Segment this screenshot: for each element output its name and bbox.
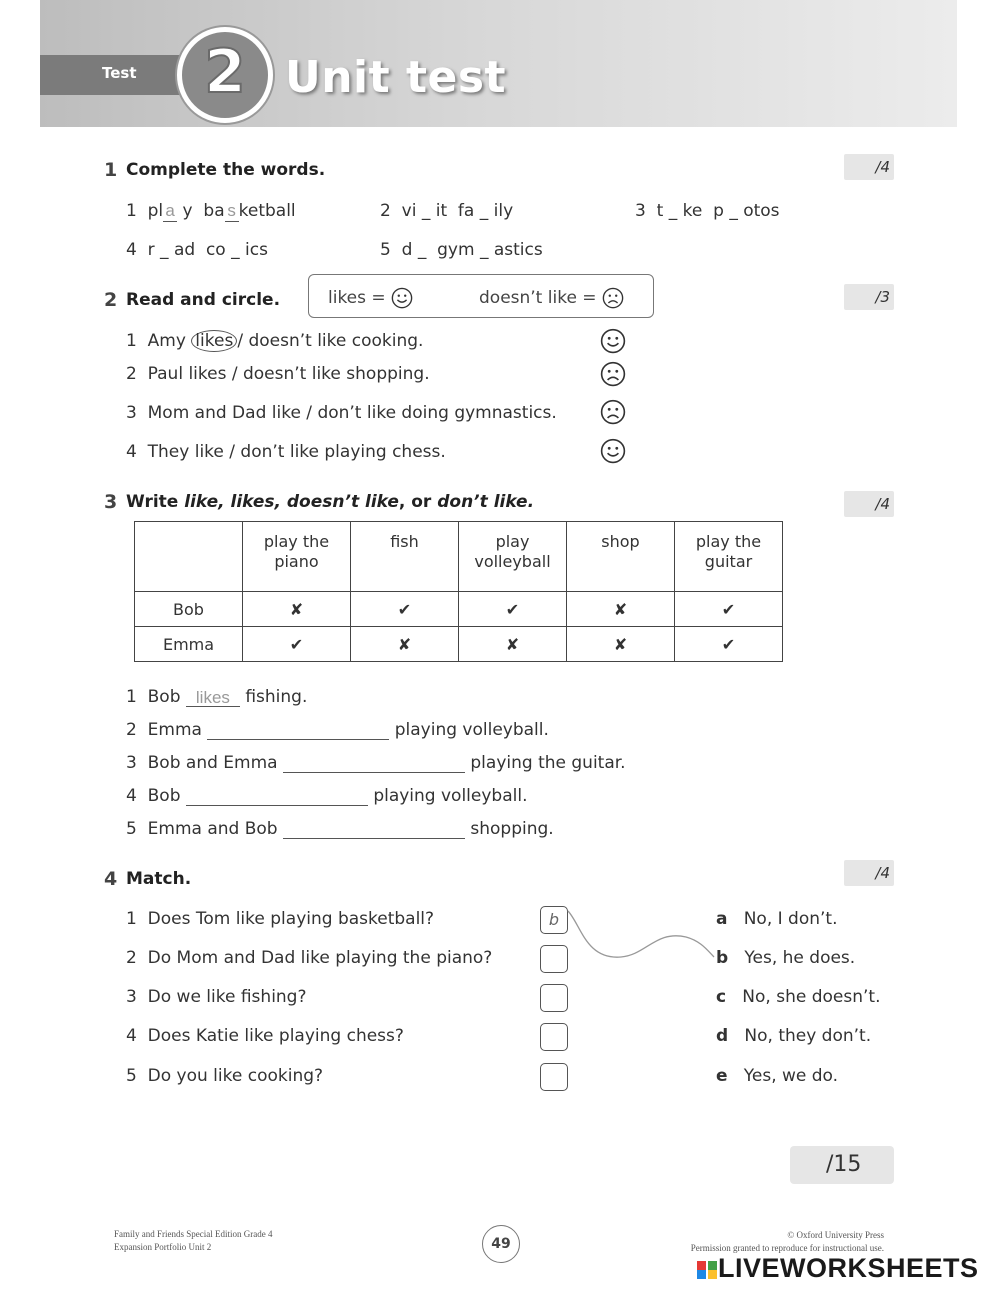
s3-sentence-5-blank[interactable] [283, 820, 465, 839]
s4-answer-box-4[interactable] [540, 1023, 568, 1051]
s3-sentence-4-blank[interactable] [186, 787, 368, 806]
s1-item-1-answer-a[interactable]: a [163, 201, 177, 222]
s3-sentence-4: 4 Bob playing volleyball. [126, 786, 528, 806]
section-3-number: 3 [104, 491, 118, 513]
table-row [135, 592, 783, 627]
table-header-cell: play the piano [243, 522, 351, 592]
s4-answer-d: d No, they don’t. [716, 1026, 872, 1046]
table-row-name: Emma [135, 627, 243, 662]
s4-question-3: 3 Do we like fishing? [126, 987, 307, 1007]
section-1-title: Complete the words. [126, 160, 326, 180]
section-2-score: /3 [844, 284, 894, 310]
s2-item-4-smile-icon [600, 438, 626, 464]
s1-item-5[interactable]: 5 d _ gym _ astics [380, 240, 543, 260]
s3-sentence-3: 3 Bob and Emma playing the guitar. [126, 753, 626, 773]
unit-number: 2 [204, 37, 246, 107]
footer-book-title: Family and Friends Special Edition Grade 4 [114, 1229, 273, 1239]
s1-item-2[interactable]: 2 vi _ it fa _ ily [380, 201, 514, 221]
liveworksheets-squares-icon [696, 1261, 718, 1279]
s4-question-5: 5 Do you like cooking? [126, 1066, 324, 1086]
table-header-cell: fish [351, 522, 459, 592]
s3-sentence-2: 2 Emma playing volleyball. [126, 720, 549, 740]
s1-item-1: 1 pl a y ba s ketball [126, 201, 296, 221]
s4-answer-box-1[interactable]: b [540, 906, 568, 934]
table-row [135, 627, 783, 662]
section-1-score: /4 [844, 154, 894, 180]
table-header-cell [135, 522, 243, 592]
s4-question-1: 1 Does Tom like playing basketball? [126, 909, 435, 929]
frown-face-icon [602, 287, 624, 309]
s4-answer-b: b Yes, he does. [716, 948, 856, 968]
s2-item-4[interactable]: 4 They like / don’t like playing chess. [126, 442, 446, 462]
s1-item-3[interactable]: 3 t _ ke p _ otos [635, 201, 780, 221]
page-title: Unit test [285, 52, 507, 103]
s2-item-1: 1 Amy likes / doesn’t like cooking. [126, 331, 424, 351]
table-mark: ✔ [351, 592, 459, 627]
table-mark: ✔ [243, 627, 351, 662]
s4-answer-a: a No, I don’t. [716, 909, 838, 929]
s2-item-2[interactable]: 2 Paul likes / doesn’t like shopping. [126, 364, 430, 384]
section-2-title: Read and circle. [126, 290, 281, 310]
table-mark: ✔ [675, 627, 783, 662]
table-header-cell: shop [567, 522, 675, 592]
s4-question-4: 4 Does Katie like playing chess? [126, 1026, 404, 1046]
smile-face-icon [391, 287, 413, 309]
table-mark: ✘ [351, 627, 459, 662]
s4-answer-box-2[interactable] [540, 945, 568, 973]
table-row-name: Bob [135, 592, 243, 627]
total-score: /15 [790, 1146, 894, 1184]
s2-item-3[interactable]: 3 Mom and Dad like / don’t like doing gymnastics. [126, 403, 557, 423]
s1-item-1-answer-s[interactable]: s [225, 201, 239, 222]
s4-answer-box-3[interactable] [540, 984, 568, 1012]
key-doesnt-like: doesn’t like = [479, 287, 624, 309]
table-mark: ✘ [459, 627, 567, 662]
s3-sentence-1-answer[interactable]: likes [186, 688, 240, 707]
s4-answer-e: e Yes, we do. [716, 1066, 839, 1086]
match-line [566, 905, 716, 965]
table-header-cell: play the guitar [675, 522, 783, 592]
s3-sentence-5: 5 Emma and Bob shopping. [126, 819, 554, 839]
table-header-row [135, 522, 783, 592]
s3-sentence-1: 1 Bob likes fishing. [126, 687, 308, 707]
s2-item-2-frown-icon [600, 361, 626, 387]
key-likes: likes = [328, 287, 413, 309]
s2-item-1-smile-icon [600, 328, 626, 354]
table-mark: ✘ [567, 592, 675, 627]
section-4-score: /4 [844, 860, 894, 886]
likes-table [134, 521, 783, 662]
section-3-score: /4 [844, 491, 894, 517]
s4-question-2: 2 Do Mom and Dad like playing the piano? [126, 948, 493, 968]
section-4-number: 4 [104, 868, 118, 890]
circled-answer[interactable]: likes [191, 330, 237, 352]
liveworksheets-logo: LIVEWORKSHEETS [696, 1253, 979, 1284]
s3-sentence-3-blank[interactable] [283, 754, 465, 773]
test-label: Test [102, 64, 137, 82]
table-mark: ✔ [459, 592, 567, 627]
section-4-title: Match. [126, 869, 192, 889]
page-number: 49 [482, 1225, 520, 1263]
s4-answer-c: c No, she doesn’t. [716, 987, 881, 1007]
s1-item-4[interactable]: 4 r _ ad co _ ics [126, 240, 268, 260]
table-mark: ✔ [675, 592, 783, 627]
section-1-number: 1 [104, 159, 118, 181]
table-mark: ✘ [567, 627, 675, 662]
table-header-cell: play volleyball [459, 522, 567, 592]
footer-portfolio: Expansion Portfolio Unit 2 [114, 1242, 212, 1252]
s3-sentence-2-blank[interactable] [207, 721, 389, 740]
table-mark: ✘ [243, 592, 351, 627]
section-2-number: 2 [104, 289, 118, 311]
s4-answer-box-5[interactable] [540, 1063, 568, 1091]
footer-permission: Permission granted to reproduce for instructional use. [690, 1243, 884, 1253]
section-3-title: Write like, likes, doesn’t like, or don’t like. [126, 492, 535, 512]
footer-copyright: © Oxford University Press [787, 1230, 884, 1240]
s2-item-3-frown-icon [600, 399, 626, 425]
